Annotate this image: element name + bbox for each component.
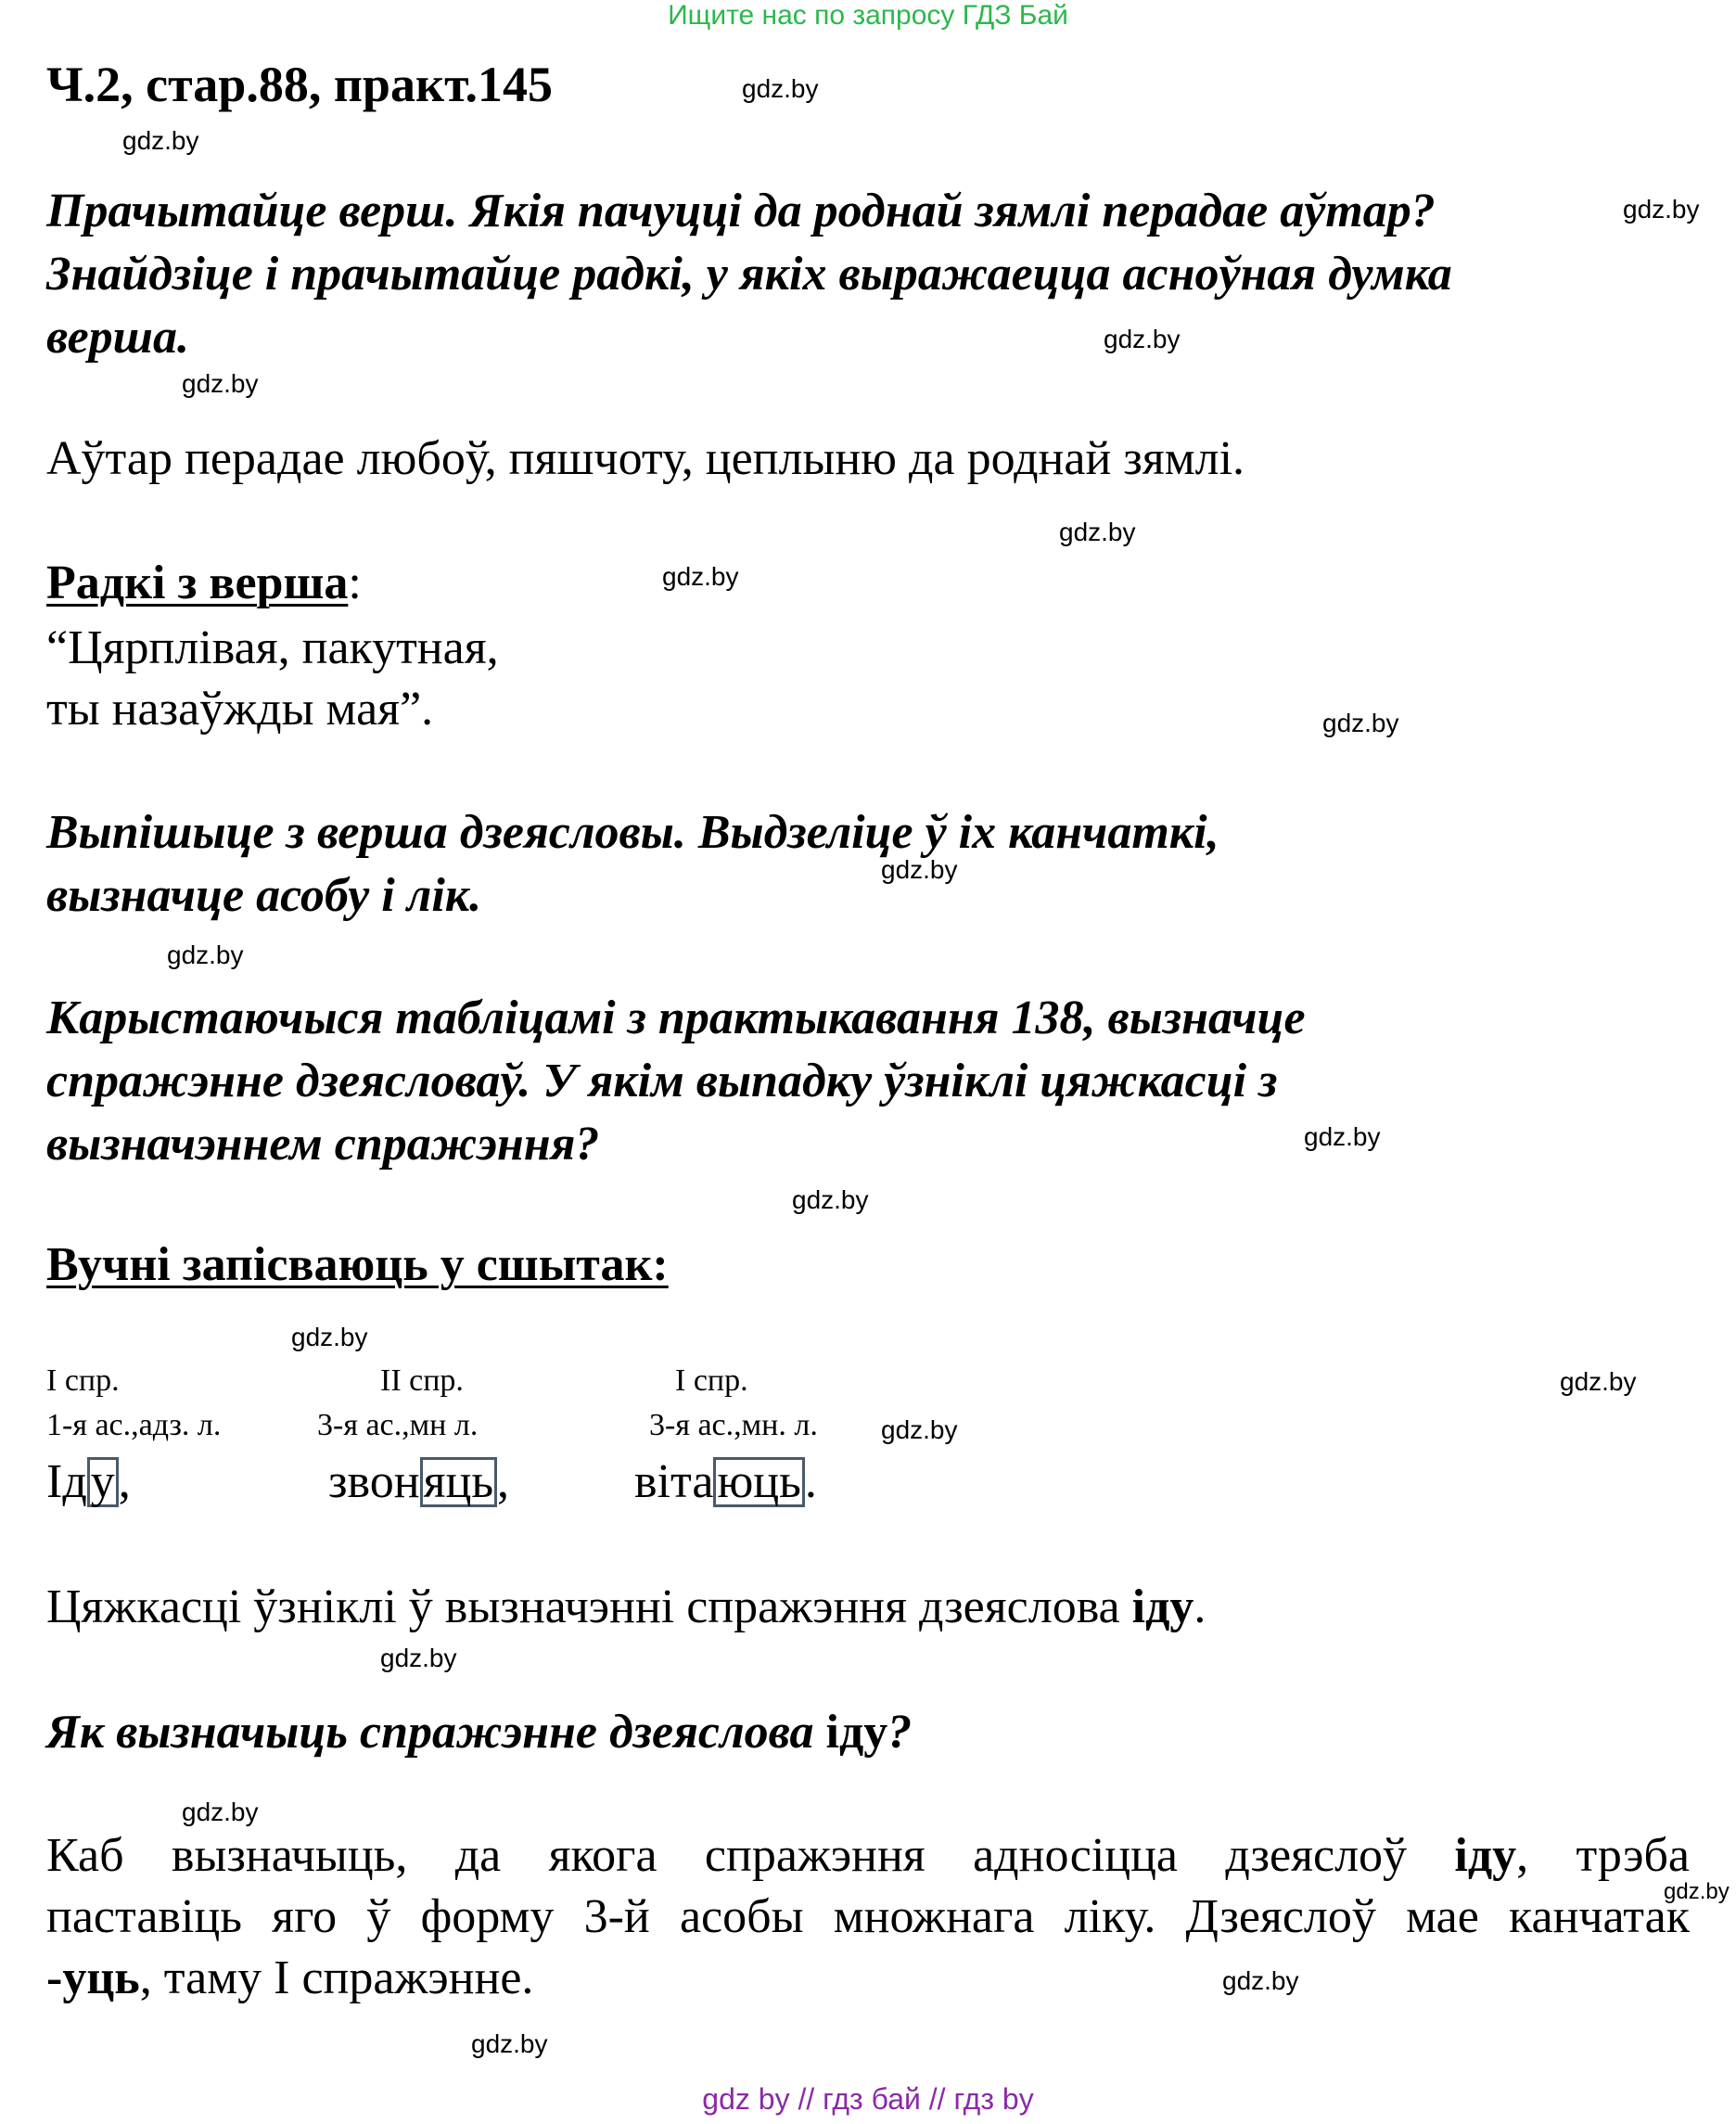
question-verb: іду xyxy=(825,1706,888,1759)
quote-line-1: “Цярплівая, пакутная, xyxy=(46,621,499,674)
watermark: gdz.by xyxy=(1304,1122,1381,1151)
watermark: gdz.by xyxy=(471,2029,548,2058)
watermark: gdz.by xyxy=(881,1415,958,1444)
watermark: gdz.by xyxy=(291,1323,368,1351)
verb-3-conjugation: I спр. xyxy=(675,1363,748,1398)
verb-1-ending: у xyxy=(87,1457,119,1507)
watermark: gdz.by xyxy=(380,1644,457,1672)
verb-2-form: 3-я ас.,мн л. xyxy=(317,1408,479,1442)
top-banner[interactable]: Ищите нас по запросу ГДЗ Бай xyxy=(668,0,1068,31)
verb-1 xyxy=(46,1454,131,1509)
verb-3-punct: . xyxy=(804,1455,817,1508)
watermark: gdz.by xyxy=(182,1798,259,1826)
question xyxy=(46,1701,912,1764)
watermark: gdz.by xyxy=(1623,195,1700,224)
task-1-line-1: Прачытайце верш. Якія пачуцці да роднай зямлі перадае аўтар? xyxy=(46,185,1436,237)
task-1-line-2: Знайдзіце і прачытайце радкі, у якіх выражаецца асноўная думка xyxy=(46,248,1452,301)
watermark: gdz.by xyxy=(1059,518,1136,546)
final-answer-ending: -уць xyxy=(46,1951,140,2004)
final-answer-text-1: Каб вызначыць, да якога спражэння адносіцца дзеяслоў xyxy=(46,1829,1455,1882)
notebook-heading: Вучні запісваюць у сшытак: xyxy=(46,1238,669,1291)
question-text: Як вызначыць спражэнне дзеяслова xyxy=(46,1706,826,1759)
quote-line-2: ты назаўжды мая”. xyxy=(46,683,434,736)
watermark: gdz.by xyxy=(122,126,199,155)
watermark: gdz.by xyxy=(881,855,958,884)
final-answer-line-1 xyxy=(46,1825,1690,1887)
footer-links[interactable]: gdz by // гдз бай // гдз by xyxy=(702,2082,1034,2116)
final-answer-text-3: , таму I спражэнне. xyxy=(139,1951,534,2004)
watermark: gdz.by xyxy=(742,74,819,103)
difficulty-text: Цяжкасці ўзніклі ў вызначэнні спражэння дзеяслова xyxy=(46,1580,1132,1633)
verb-2-stem: звон xyxy=(328,1455,420,1508)
verb-1-conjugation: I спр. xyxy=(46,1363,120,1398)
verb-2 xyxy=(328,1454,509,1509)
verb-1-punct: , xyxy=(118,1455,131,1508)
task-1-line-3: верша. xyxy=(46,311,189,364)
page-title: Ч.2, стар.88, практ.145 xyxy=(46,57,554,112)
verb-2-conjugation: II спр. xyxy=(380,1363,464,1398)
verb-3-form: 3-я ас.,мн. л. xyxy=(649,1408,818,1442)
verb-3 xyxy=(634,1454,817,1509)
question-end: ? xyxy=(887,1706,913,1759)
watermark: gdz.by xyxy=(1322,709,1399,737)
difficulty-sentence xyxy=(46,1577,1206,1638)
task-3-line-1: Карыстаючыся табліцамі з практыкавання 138, вызначце xyxy=(46,992,1306,1044)
watermark: gdz.by xyxy=(1104,325,1181,353)
verb-2-ending: яць xyxy=(420,1457,497,1507)
poem-lines-heading-row xyxy=(46,553,362,614)
heading-colon: : xyxy=(348,557,362,609)
watermark: gdz.by xyxy=(1664,1879,1730,1904)
watermark: gdz.by xyxy=(1222,1966,1299,1995)
task-3-line-2: спражэнне дзеясловаў. У якім выпадку ўзніклі цяжкасці з xyxy=(46,1055,1278,1107)
watermark: gdz.by xyxy=(1560,1367,1637,1396)
verb-3-ending: юць xyxy=(713,1457,804,1507)
final-answer-text-2: , трэба xyxy=(1516,1829,1691,1882)
watermark: gdz.by xyxy=(792,1185,869,1214)
verb-2-punct: , xyxy=(497,1455,510,1508)
answer-1: Аўтар перадае любоў, пяшчоту, цеплыню да роднай зямлі. xyxy=(46,432,1245,485)
final-answer-verb: іду xyxy=(1454,1829,1517,1882)
verb-1-form: 1-я ас.,адз. л. xyxy=(46,1408,222,1442)
watermark: gdz.by xyxy=(167,940,244,969)
difficulty-end: . xyxy=(1194,1580,1206,1633)
poem-lines-heading: Радкі з верша xyxy=(46,557,349,609)
difficulty-verb: іду xyxy=(1131,1580,1194,1633)
task-2-line-2: вызначце асобу і лік. xyxy=(46,869,482,922)
watermark: gdz.by xyxy=(662,562,739,591)
final-answer-line-3 xyxy=(46,1948,533,2009)
verb-3-stem: віта xyxy=(634,1455,714,1508)
watermark: gdz.by xyxy=(182,369,259,398)
task-2-line-1: Выпішыце з верша дзеясловы. Выдзеліце ў іх канчаткі, xyxy=(46,806,1219,859)
task-3-line-3: вызначэннем спражэння? xyxy=(46,1118,600,1171)
verb-1-stem: Ід xyxy=(46,1455,87,1508)
final-answer-line-2: паставіць яго ў форму 3-й асобы множнага ліку. Дзеяслоў мае канчатак xyxy=(46,1890,1690,1943)
